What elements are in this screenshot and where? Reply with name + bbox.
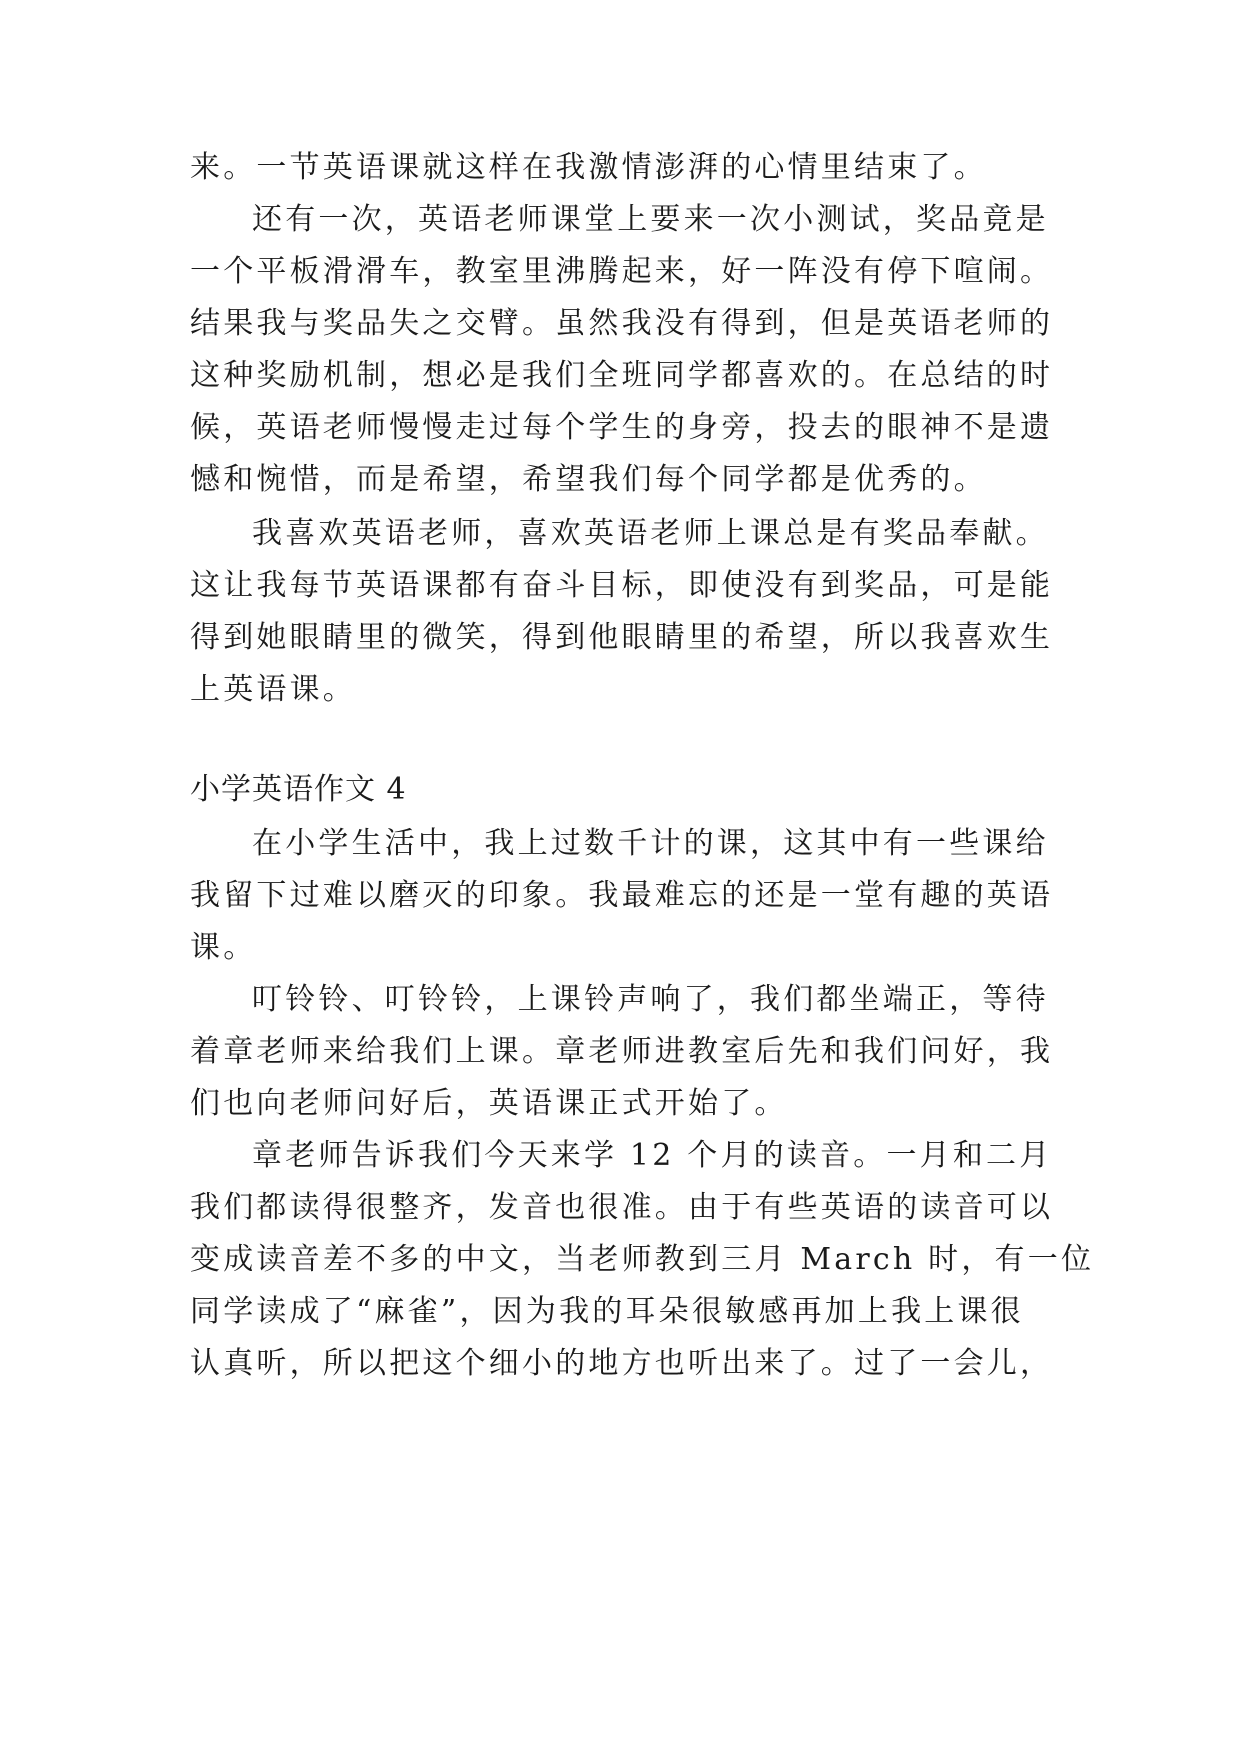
text-line: 得到她眼睛里的微笑，得到他眼睛里的希望，所以我喜欢生 (190, 620, 1054, 655)
paragraph-first-line: 叮铃铃、叮铃铃，上课铃声响了，我们都坐端正，等待 (252, 982, 1049, 1017)
text-line: 上英语课。 (190, 672, 356, 707)
text-line: 认真听，所以把这个细小的地方也听出来了。过了一会儿， (190, 1346, 1054, 1381)
text-line: 这种奖励机制，想必是我们全班同学都喜欢的。在总结的时 (190, 358, 1054, 393)
text-line: 我们都读得很整齐，发音也很准。由于有些英语的读音可以 (190, 1190, 1054, 1225)
paragraph-first-line: 章老师告诉我们今天来学 12 个月的读音。一月和二月 (252, 1138, 1053, 1173)
text-line: 着章老师来给我们上课。章老师进教室后先和我们问好，我 (190, 1034, 1054, 1069)
text-line: 一个平板滑滑车，教室里沸腾起来，好一阵没有停下喧闹。 (190, 254, 1054, 289)
text-line: 同学读成了“麻雀”，因为我的耳朵很敏感再加上我上课很 (190, 1294, 1024, 1329)
section-title: 小学英语作文 4 (190, 772, 407, 807)
paragraph-first-line: 在小学生活中，我上过数千计的课，这其中有一些课给 (252, 826, 1049, 861)
text-line: 候，英语老师慢慢走过每个学生的身旁，投去的眼神不是遗 (190, 410, 1054, 445)
text-line: 来。一节英语课就这样在我激情澎湃的心情里结束了。 (190, 150, 987, 185)
text-line: 们也向老师问好后，英语课正式开始了。 (190, 1086, 788, 1121)
text-line: 这让我每节英语课都有奋斗目标，即使没有到奖品，可是能 (190, 568, 1054, 603)
text-line: 变成读音差不多的中文，当老师教到三月 March 时，有一位 (190, 1242, 1095, 1277)
paragraph-first-line: 还有一次，英语老师课堂上要来一次小测试，奖品竟是 (252, 202, 1049, 237)
text-line: 结果我与奖品失之交臂。虽然我没有得到，但是英语老师的 (190, 306, 1054, 341)
text-line: 我留下过难以磨灭的印象。我最难忘的还是一堂有趣的英语 (190, 878, 1054, 913)
text-line: 课。 (190, 930, 257, 965)
paragraph-first-line: 我喜欢英语老师，喜欢英语老师上课总是有奖品奉献。 (252, 516, 1049, 551)
text-line: 憾和惋惜，而是希望，希望我们每个同学都是优秀的。 (190, 462, 987, 497)
